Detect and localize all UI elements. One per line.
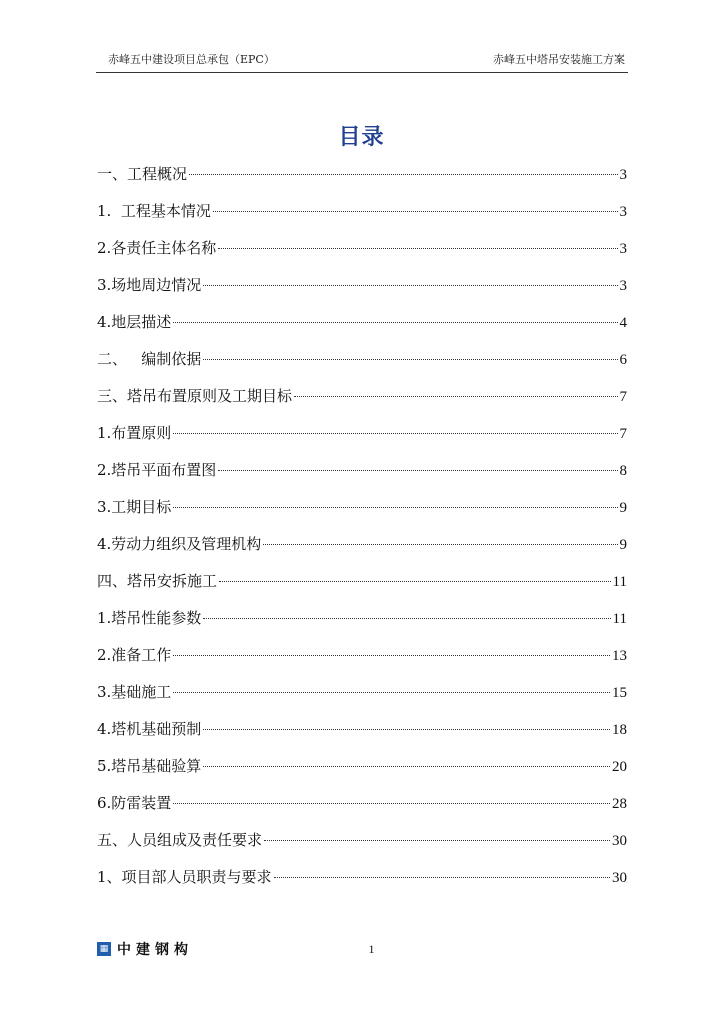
toc-leader-dots	[203, 618, 610, 619]
toc-entry-page: 30	[612, 833, 627, 849]
toc-entry[interactable]	[97, 754, 627, 791]
toc-leader-dots	[173, 692, 610, 693]
toc-entry[interactable]	[97, 384, 627, 421]
toc-leader-dots	[218, 470, 617, 471]
toc-entry[interactable]	[97, 865, 627, 902]
toc-entry-text: 三、塔吊布置原则及工期目标	[97, 387, 293, 405]
toc-entry-page: 7	[619, 426, 627, 442]
toc-entry[interactable]	[97, 643, 627, 680]
toc-entry-text: 2.塔吊平面布置图	[97, 461, 217, 479]
toc-entry-page: 9	[619, 500, 627, 516]
toc-entry[interactable]	[97, 421, 627, 458]
header-document-name: 赤峰五中塔吊安装施工方案	[493, 53, 625, 66]
toc-entry-text: 3.场地周边情况	[97, 276, 202, 294]
toc-entry-text: 二、 编制依据	[97, 350, 202, 368]
toc-entry-text: 一、工程概况	[97, 165, 188, 183]
toc-leader-dots	[173, 322, 617, 323]
toc-entry[interactable]	[97, 717, 627, 754]
header-project-name: 赤峰五中建设项目总承包（EPC）	[108, 53, 275, 66]
toc-entry-text: 4.劳动力组织及管理机构	[97, 535, 262, 553]
page-number: 1	[368, 942, 375, 956]
toc-entry-page: 9	[619, 537, 627, 553]
toc-entry[interactable]	[97, 569, 627, 606]
toc-entry-text: 1、项目部人员职责与要求	[97, 868, 272, 886]
toc-leader-dots	[203, 729, 610, 730]
toc-entry-text: 五、人员组成及责任要求	[97, 831, 263, 849]
toc-entry-text: 4.地层描述	[97, 313, 172, 331]
toc-entry-page: 13	[612, 648, 627, 664]
toc-leader-dots	[213, 211, 618, 212]
toc-entry-page: 3	[619, 241, 627, 257]
toc-leader-dots	[173, 803, 610, 804]
toc-entry-page: 3	[619, 278, 627, 294]
toc-entry[interactable]	[97, 347, 627, 384]
toc-entry-text: 3.工期目标	[97, 498, 172, 516]
toc-leader-dots	[219, 581, 611, 582]
toc-entry-text: 1.布置原则	[97, 424, 172, 442]
toc-leader-dots	[263, 544, 617, 545]
toc-entry-page: 18	[612, 722, 627, 738]
toc-leader-dots	[264, 840, 610, 841]
toc-entry[interactable]	[97, 532, 627, 569]
toc-entry-text: 2.准备工作	[97, 646, 172, 664]
toc-entry[interactable]	[97, 680, 627, 717]
toc-leader-dots	[203, 285, 617, 286]
toc-entry[interactable]	[97, 310, 627, 347]
toc-leader-dots	[274, 877, 610, 878]
toc-leader-dots	[173, 507, 617, 508]
toc-leader-dots	[294, 396, 617, 397]
toc-leader-dots	[173, 655, 610, 656]
page-title: 目录	[338, 124, 385, 150]
toc-entry-page: 28	[612, 796, 627, 812]
logo-mark-icon: ▦	[97, 942, 111, 956]
toc-entry[interactable]	[97, 828, 627, 865]
toc-entry-page: 30	[612, 870, 627, 886]
toc-leader-dots	[189, 174, 617, 175]
toc-leader-dots	[218, 248, 617, 249]
toc-entry-page: 11	[612, 611, 627, 627]
toc-entry-page: 20	[612, 759, 627, 775]
toc-entry-page: 3	[619, 204, 627, 220]
table-of-contents	[97, 162, 627, 902]
toc-entry-text: 3.基础施工	[97, 683, 172, 701]
toc-entry[interactable]	[97, 458, 627, 495]
toc-entry-text: 6.防雷装置	[97, 794, 172, 812]
toc-entry[interactable]	[97, 606, 627, 643]
toc-entry[interactable]	[97, 495, 627, 532]
toc-entry-text: 1.塔吊性能参数	[97, 609, 202, 627]
logo-text: 中建钢构	[117, 942, 193, 958]
toc-entry-text: 4.塔机基础预制	[97, 720, 202, 738]
toc-entry-page: 3	[619, 167, 627, 183]
header-divider	[96, 72, 628, 73]
toc-entry-text: 2.各责任主体名称	[97, 239, 217, 257]
toc-entry-page: 6	[619, 352, 627, 368]
toc-entry-text: 四、塔吊安拆施工	[97, 572, 218, 590]
toc-entry[interactable]	[97, 791, 627, 828]
toc-entry[interactable]	[97, 273, 627, 310]
toc-entry-page: 7	[619, 389, 627, 405]
toc-entry[interactable]	[97, 236, 627, 273]
toc-entry-text: 5.塔吊基础验算	[97, 757, 202, 775]
toc-entry-page: 11	[612, 574, 627, 590]
toc-entry-page: 4	[619, 315, 627, 331]
toc-entry-page: 15	[612, 685, 627, 701]
toc-leader-dots	[203, 359, 617, 360]
toc-leader-dots	[173, 433, 617, 434]
toc-entry[interactable]	[97, 199, 627, 236]
toc-leader-dots	[203, 766, 610, 767]
toc-entry-page: 8	[619, 463, 627, 479]
toc-entry-text: 1. 工程基本情况	[97, 202, 211, 220]
toc-entry[interactable]	[97, 162, 627, 199]
